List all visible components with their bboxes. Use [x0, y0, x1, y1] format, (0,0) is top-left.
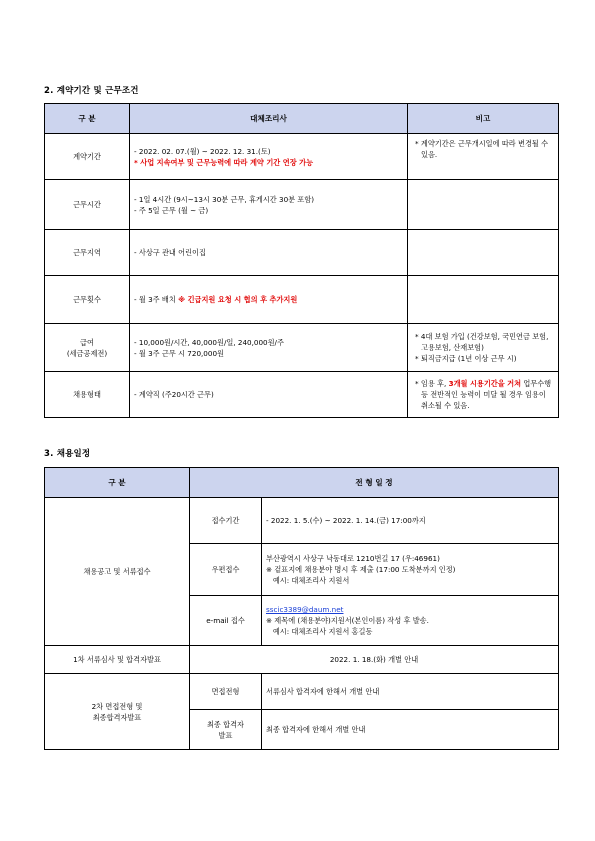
- row-content-contract-period: [130, 134, 408, 180]
- postal-application-value: [262, 544, 559, 596]
- email-example: 예시: 대체조리사 지원서 홍길동: [266, 627, 373, 636]
- application-period-value: - 2022. 1. 5.(수) ~ 2022. 1. 14.(금) 17:00까지: [262, 498, 559, 544]
- postal-example: 예시: 대체조리사 지원서: [266, 576, 350, 585]
- second-stage-label-line1: 2차 면접전형 및: [91, 701, 143, 711]
- postal-address: 부산광역시 사상구 낙동대로 1210번길 17 (우:46961): [266, 554, 440, 563]
- first-stage-value: 2022. 1. 18.(화) 개별 안내: [190, 646, 559, 674]
- row-content-work-frequency: [130, 276, 408, 324]
- second-stage-label-line2: 최종합격자발표: [92, 712, 142, 722]
- probation-remark-prefix: * 임용 후,: [415, 379, 449, 388]
- salary-label-pretax: (세금공제전): [66, 348, 108, 358]
- row-label-contract-period: 계약기간: [45, 134, 130, 180]
- email-address-link[interactable]: sscic3389@daum.net: [266, 605, 344, 614]
- section3-heading: 3. 채용일정: [44, 449, 91, 459]
- salary-severance-remark: * 퇴직금지급 (1년 이상 근무 시): [415, 354, 517, 363]
- row-remarks-employment-type: [408, 372, 559, 418]
- row-label-work-frequency: 근무횟수: [45, 276, 130, 324]
- employment-type-text: - 계약직 (주20시간 근무): [134, 390, 214, 399]
- final-announcement-value: 최종 합격자에 한해서 개별 안내: [262, 710, 559, 750]
- working-hours-weekly: - 주 5일 근무 (월 ~ 금): [134, 205, 209, 215]
- probation-period: 3개월 시용기간을 거쳐: [448, 379, 522, 388]
- row-label-salary: [45, 324, 130, 372]
- email-instruction: ※ 제목에 (채용분야)지원서(본인이름) 작성 후 발송.: [266, 616, 429, 625]
- header-category: 구 분: [45, 104, 130, 134]
- contract-extension-note: * 사업 지속여부 및 근무능력에 따라 계약 기간 연장 가능: [134, 157, 314, 167]
- apply-stage-label: 채용공고 및 서류접수: [45, 498, 190, 646]
- header-role: 대체조리사: [130, 104, 408, 134]
- work-frequency-text: - 월 3주 배치: [134, 295, 179, 304]
- email-application-value: [262, 596, 559, 646]
- row-label-working-hours: 근무시간: [45, 180, 130, 230]
- schedule-header-schedule: 전 형 일 정: [190, 468, 559, 498]
- row-remarks-working-hours: [408, 180, 559, 230]
- probation-remark-suffix: 업무수행 등 전반적인 능력이 미달 될 경우 임용이 취소될 수 있음.: [421, 379, 552, 410]
- work-location-text: - 사상구 관내 어린이집: [134, 248, 206, 257]
- contract-conditions-table: [44, 103, 559, 418]
- row-label-work-location: 근무지역: [45, 230, 130, 276]
- row-remarks-contract-period: [408, 134, 559, 180]
- application-period-label: 접수기간: [190, 498, 262, 544]
- salary-insurance-remark: * 4대 보험 가입 (건강보험, 국민연금 보험, 고용보험, 산재보험): [415, 332, 549, 352]
- postal-application-label: 우편접수: [190, 544, 262, 596]
- final-announcement-label-line1: 최종 합격자: [206, 719, 244, 729]
- row-content-working-hours: [130, 180, 408, 230]
- first-stage-label: 1차 서류심사 및 합격자발표: [45, 646, 190, 674]
- salary-monthly: - 월 3주 근무 시 720,000원: [134, 348, 224, 358]
- final-announcement-label: [190, 710, 262, 750]
- row-label-employment-type: 채용형태: [45, 372, 130, 418]
- probation-remark: [412, 378, 554, 411]
- salary-label: 급여: [80, 337, 94, 347]
- work-frequency-emergency-note: ※ 긴급지원 요청 시 협의 후 추가지원: [178, 295, 298, 304]
- recruitment-schedule-table: [44, 467, 559, 750]
- email-application-label: e-mail 접수: [190, 596, 262, 646]
- header-remarks: 비고: [408, 104, 559, 134]
- interview-label: 면접전형: [190, 674, 262, 710]
- contract-period-remark: * 계약기간은 근무개시일에 따라 변경될 수 있음.: [415, 139, 549, 159]
- final-announcement-label-line2: 발표: [218, 730, 233, 740]
- row-content-employment-type: [130, 372, 408, 418]
- row-remarks-work-frequency: [408, 276, 559, 324]
- postal-instruction: ※ 겉표지에 채용분야 명시 후 제출 (17:00 도착분까지 인정): [266, 565, 456, 574]
- section2-heading: 2. 계약기간 및 근무조건: [44, 86, 139, 96]
- schedule-header-category: 구 분: [45, 468, 190, 498]
- second-stage-label: [45, 674, 190, 750]
- contract-period-dates: - 2022. 02. 07.(월) ~ 2022. 12. 31.(토): [134, 146, 271, 156]
- row-remarks-work-location: [408, 230, 559, 276]
- salary-rates: - 10,000원/시간, 40,000원/일, 240,000원/주: [134, 337, 284, 347]
- row-content-salary: [130, 324, 408, 372]
- working-hours-daily: - 1일 4시간 (9시~13시 30분 근무, 휴게시간 30분 포함): [134, 194, 315, 204]
- interview-value: 서류심사 합격자에 한해서 개별 안내: [262, 674, 559, 710]
- row-remarks-salary: [408, 324, 559, 372]
- row-content-work-location: [130, 230, 408, 276]
